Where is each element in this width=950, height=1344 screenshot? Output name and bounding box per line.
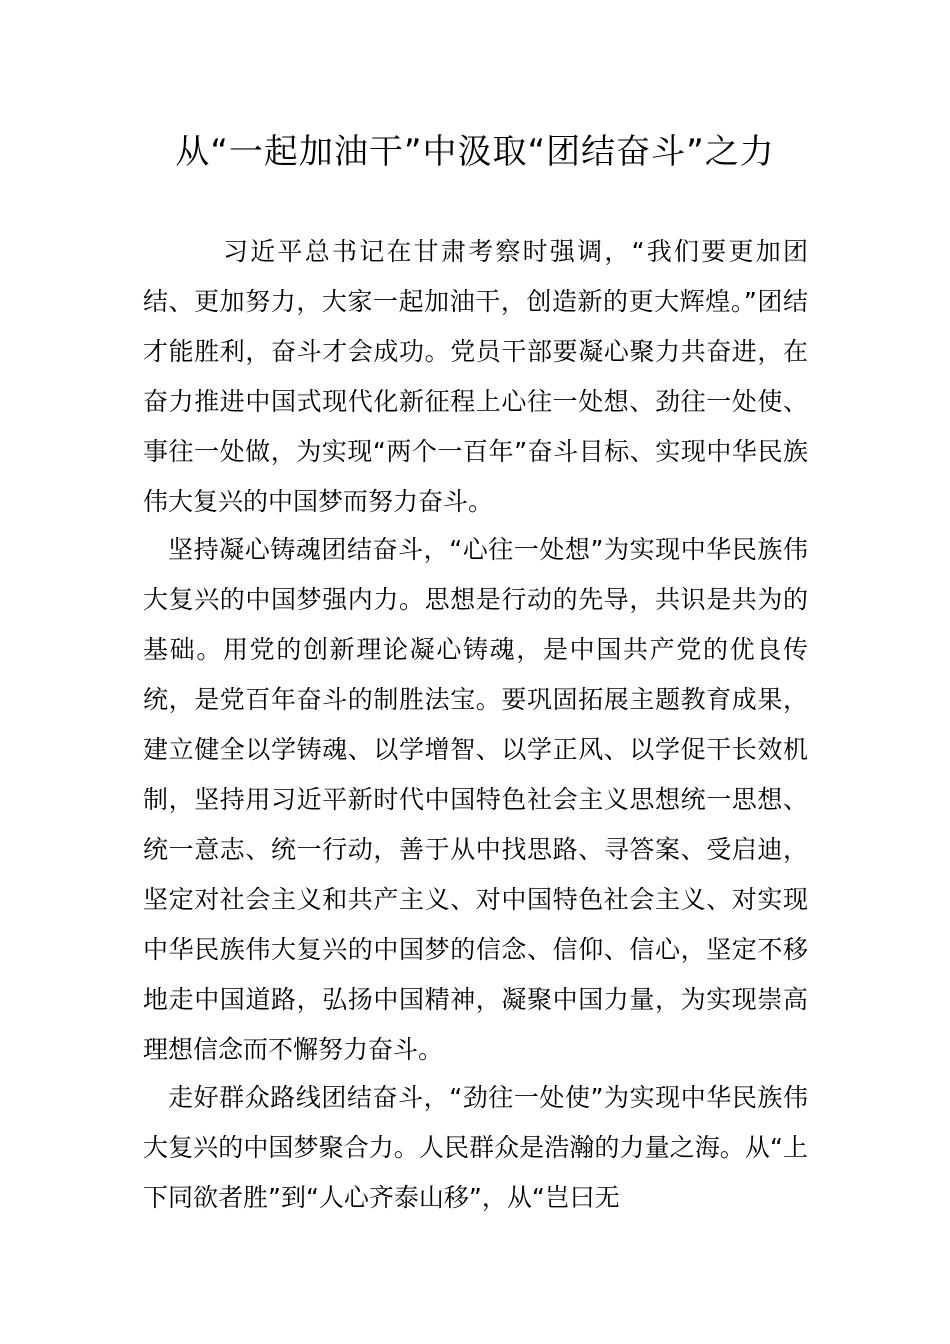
document-title: 从“一起加油干”中汲取“团结奋斗”之力 [175,132,775,172]
paragraph-2: 坚持凝心铸魂团结奋斗，“心往一处想”为实现中华民族伟大复兴的中国梦强内力。思想是行动的先导，共识是共为的基础。用党的创新理论凝心铸魂，是中国共产党的优良传统，是党百年奋斗的制胜法宝。要巩固拓展主题教育成果，建立健全以学铸魂、以学增智、以学正风、以学促干长效机制，坚持用习近平新时代中国特色社会主义思想统一思想、统一意志、统一行动，善于从中找思路、寻答案、受启迪，坚定对社会主义和共产主义、对中国特色社会主义、对实现中华民族伟大复兴的中国梦的信念、信仰、信心，坚定不移地走中国道路，弘扬中国精神，凝聚中国力量，为实现崇高理想信念而不懈努力奋斗。 [143,535,808,1064]
paragraph-3: 走好群众路线团结奋斗，“劲往一处使”为实现中华民族伟大复兴的中国梦聚合力。人民群众是浩瀚的力量之海。从“上下同欲者胜”到“人心齐泰山移”，从“岂曰无 [143,1083,808,1212]
paragraph-1: 习近平总书记在甘肃考察时强调，“我们要更加团结、更加努力，大家一起加油干，创造新的更大辉煌。”团结才能胜利，奋斗才会成功。党员干部要凝心聚力共奋进，在奋力推进中国式现代化新征程上心往一处想、劲往一处使、事往一处做，为实现“两个一百年”奋斗目标、实现中华民族伟大复兴的中国梦而努力奋斗。 [143,237,808,516]
